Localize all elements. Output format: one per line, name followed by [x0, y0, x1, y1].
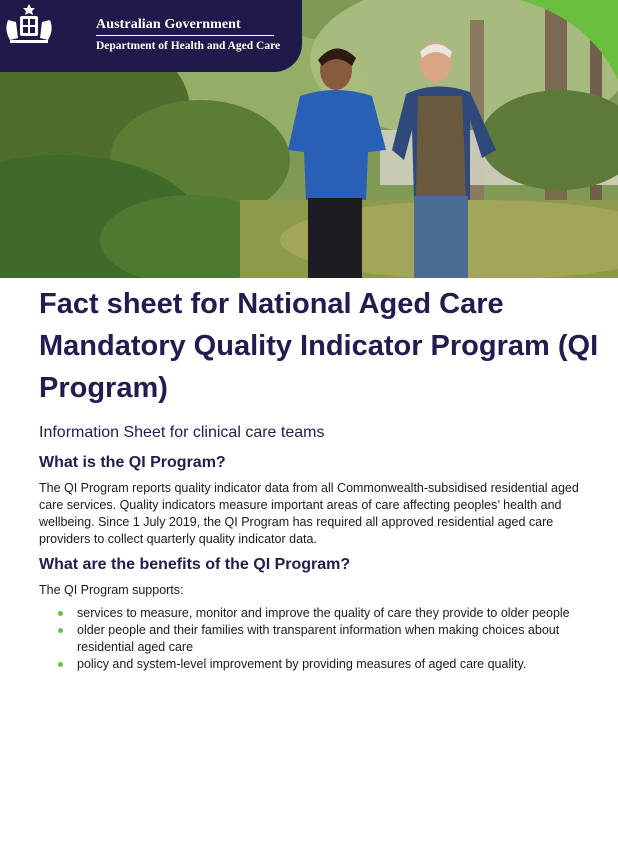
section-body-what-is: The QI Program reports quality indicator data from all Commonwealth-subsidised residential aged care services. Quality indicators measure important areas of care affecting peoples’ health and wellbeing. Since 1 July 2019, the QI Program has required all approved residential aged care providers to collect quarterly quality indicator data. — [39, 481, 579, 546]
government-name: Australian Government — [96, 17, 241, 32]
government-banner — [0, 0, 302, 72]
section-intro-benefits: The QI Program supports: — [39, 583, 184, 597]
section-heading-what-is: What is the QI Program? — [39, 454, 226, 471]
list-item-text: policy and system-level improvement by providing measures of aged care quality. — [77, 657, 527, 671]
page-title: Fact sheet for National Aged Care Mandatory Quality Indicator Program (QI Program) — [39, 288, 599, 404]
list-item — [58, 656, 588, 673]
benefits-list — [58, 605, 588, 673]
section-heading-benefits: What are the benefits of the QI Program? — [39, 556, 351, 573]
banner-divider — [96, 35, 274, 36]
list-item — [58, 605, 588, 622]
hero-photo — [0, 0, 618, 278]
list-item-text: older people and their families with transparent information when making choices about residential aged care — [77, 623, 560, 654]
list-item-text: services to measure, monitor and improve the quality of care they provide to older people — [77, 606, 570, 620]
bullet-icon — [58, 611, 63, 616]
department-name: Department of Health and Aged Care — [96, 40, 281, 52]
bullet-icon — [58, 628, 63, 633]
list-item — [58, 622, 588, 656]
bullet-icon — [58, 662, 63, 667]
coat-of-arms-icon — [0, 0, 58, 48]
page-subtitle: Information Sheet for clinical care teams — [39, 424, 325, 441]
